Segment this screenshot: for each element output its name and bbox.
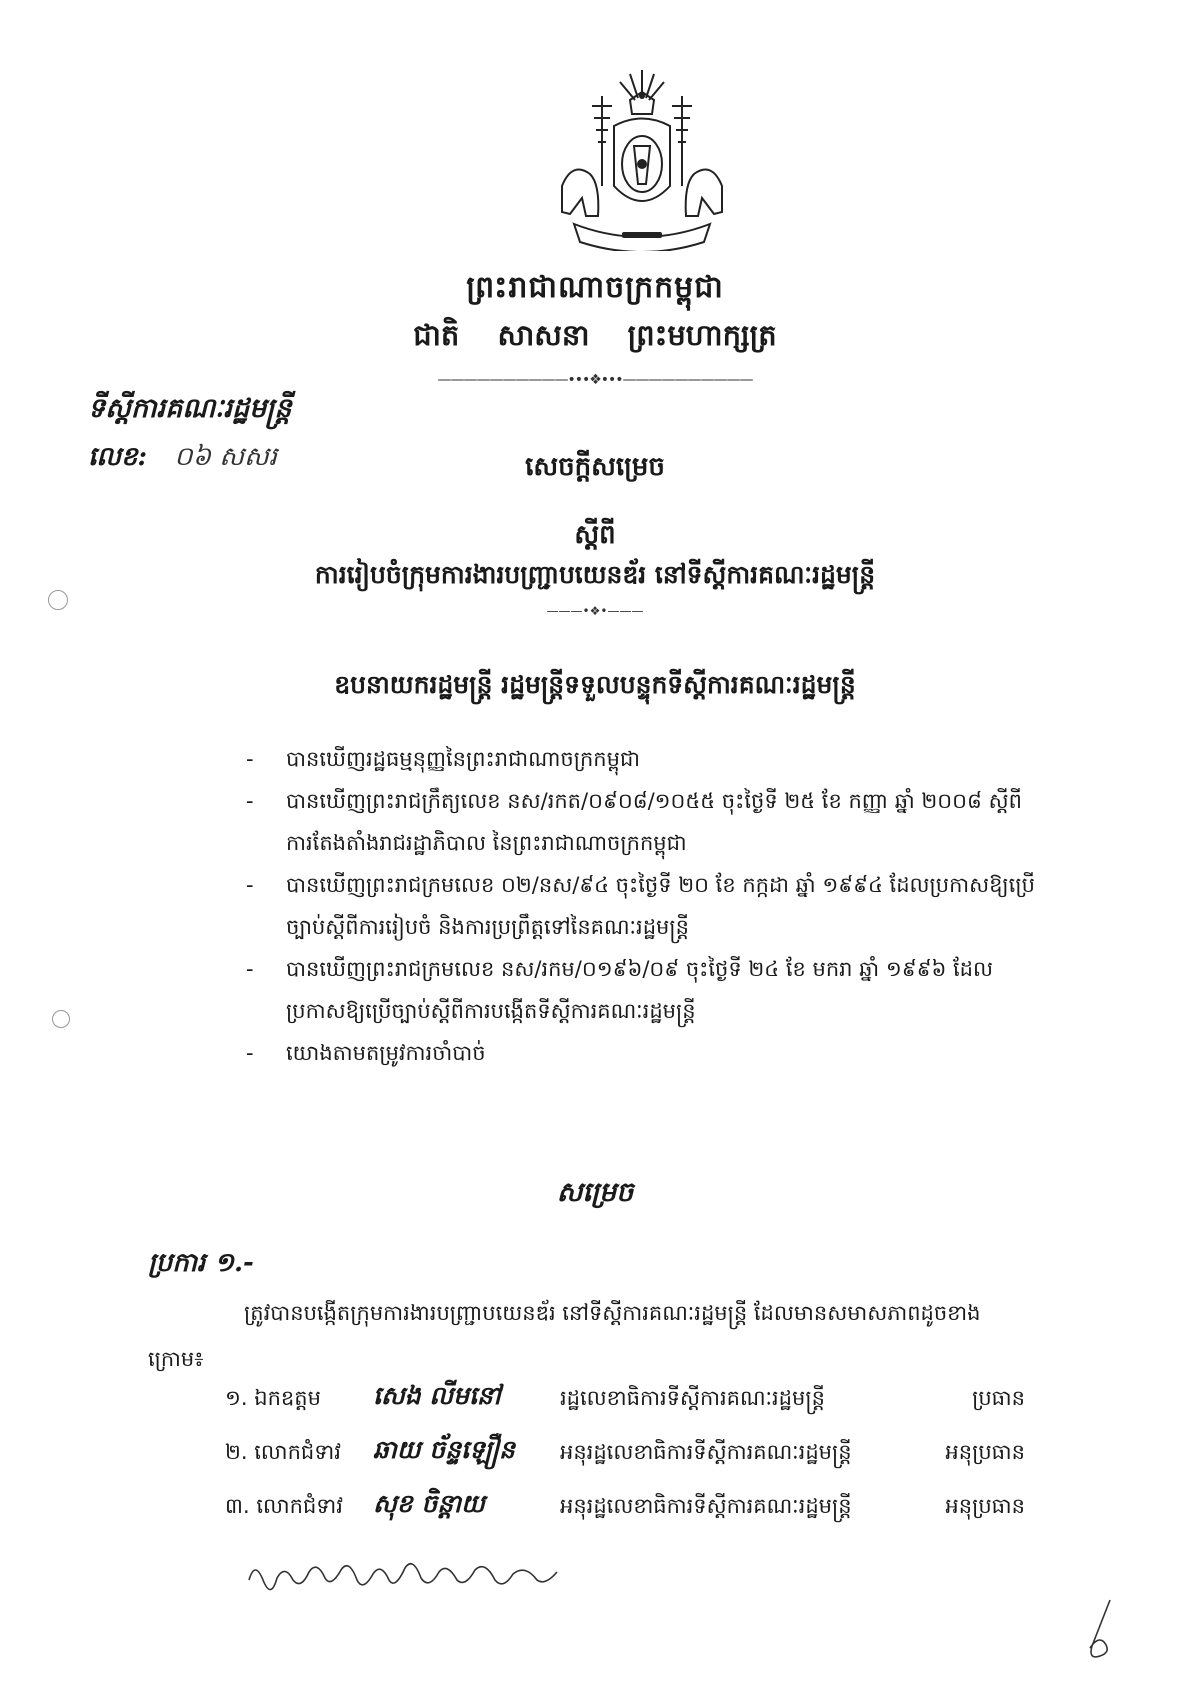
reference-value: ០៦ សសរ xyxy=(174,442,278,472)
list-dash: - xyxy=(246,747,254,771)
document-type: សេចក្តីសម្រេច xyxy=(525,452,665,482)
consideration-item: - បានឃើញព្រះរាជក្រឹត្យលេខ នស/រកត/០៩០៨/១០៥៥ ចុះថ្ងៃទី ២៥ ខែ កញ្ញា ឆ្នាំ ២០០៨ ស្តីពីការតែងតាំងរាជរដ្ឋាភិបាល នៃព្រះរាជាណាចក្រកម្ពុជា xyxy=(246,780,1046,864)
member-role: អនុប្រធាន xyxy=(945,1494,1025,1518)
member-role: ប្រធាន xyxy=(972,1386,1025,1410)
member-row xyxy=(225,1435,1025,1493)
header-ornament: ——————————•••❖•••—————————— xyxy=(437,372,753,388)
motto-king: ព្រះមហាក្សត្រ xyxy=(627,318,777,352)
member-rank: ៣. លោកជំទាវ xyxy=(225,1494,343,1518)
issuing-office: ទីស្តីការគណៈរដ្ឋមន្ត្រី xyxy=(88,393,292,424)
considerations-list xyxy=(246,738,1046,1074)
scan-artifact xyxy=(48,590,68,610)
member-name: សេង លីមនៅ xyxy=(373,1381,501,1410)
member-name: សុខ ចិន្ដាយ xyxy=(373,1489,485,1518)
member-row xyxy=(225,1489,1025,1547)
consideration-item: - បានឃើញព្រះរាជក្រមលេខ នស/រកម/០១៩៦/០៩ ចុះថ្ងៃទី ២៤ ខែ មករា ឆ្នាំ ១៩៩៦ ដែលប្រកាសឱ្យប្រើច្បាប់ស្តីពីការបង្កើតទីស្តីការគណៈរដ្ឋមន្ត្រី xyxy=(246,948,1046,1032)
document-subject: ការរៀបចំក្រុមការងារបញ្ជ្រាបយេនឌ័រ នៅទីស្តីការគណៈរដ្ឋមន្ត្រី xyxy=(314,560,876,589)
motto-nation: ជាតិ xyxy=(413,318,460,352)
handwritten-note xyxy=(245,1550,575,1604)
reference-label: លេខ: xyxy=(88,442,148,472)
scan-artifact xyxy=(52,1010,70,1028)
member-rank: ២. លោកជំទាវ xyxy=(225,1440,341,1464)
motto-religion: សាសនា xyxy=(497,318,590,352)
members-list xyxy=(225,1381,1025,1547)
member-position: អនុរដ្ឋលេខាធិការទីស្តីការគណៈរដ្ឋមន្ត្រី xyxy=(560,1494,852,1518)
royal-emblem xyxy=(552,66,732,251)
document-about: ស្តីពី xyxy=(574,520,616,550)
article-1-heading: ប្រការ ១.- xyxy=(148,1248,254,1278)
kingdom-title: ព្រះរាជាណាចក្រកម្ពុជា xyxy=(466,270,724,305)
member-name: ឆាយ ច័ន្ទឡឿន xyxy=(373,1435,515,1464)
pen-stroke-icon xyxy=(1070,1598,1120,1668)
list-dash: - xyxy=(246,957,254,981)
member-rank: ១. ឯកឧត្តម xyxy=(225,1386,321,1410)
member-position: អនុរដ្ឋលេខាធិការទីស្តីការគណៈរដ្ឋមន្ត្រី xyxy=(560,1440,852,1464)
royal-coat-of-arms-icon xyxy=(552,66,732,251)
member-position: រដ្ឋលេខាធិការទីស្តីការគណៈរដ្ឋមន្ត្រី xyxy=(560,1386,825,1410)
consideration-item: - យោងតាមតម្រូវការចាំបាច់ xyxy=(246,1032,1046,1074)
list-dash: - xyxy=(246,789,254,813)
decision-heading: សម្រេច xyxy=(556,1177,634,1208)
title-ornament: ———•❖•——— xyxy=(546,604,644,618)
list-dash: - xyxy=(246,1041,254,1065)
consideration-item: - បានឃើញព្រះរាជក្រមលេខ ០២/នស/៩៤ ចុះថ្ងៃទី ២០ ខែ កក្កដា ឆ្នាំ ១៩៩៤ ដែលប្រកាសឱ្យប្រើច្បាប់ស្តីពីការរៀបចំ និងការប្រព្រឹត្តទៅនៃគណៈរដ្ឋមន្ត្រី xyxy=(246,864,1046,948)
issuer-title: ឧបនាយករដ្ឋមន្ត្រី រដ្ឋមន្ត្រីទទួលបន្ទុកទីស្តីការគណៈរដ្ឋមន្ត្រី xyxy=(334,670,856,699)
handwriting-scribble-icon xyxy=(245,1550,575,1600)
consideration-item: - បានឃើញរដ្ឋធម្មនុញ្ញនៃព្រះរាជាណាចក្រកម្ពុជា xyxy=(246,738,1046,780)
article-1-text: ត្រូវបានបង្កើតក្រុមការងារបញ្ជ្រាបយេនឌ័រ នៅទីស្តីការគណៈរដ្ឋមន្ត្រី ដែលមានសមាសភាពដូចខាងក្រោម៖ xyxy=(148,1301,981,1371)
member-row xyxy=(225,1381,1025,1439)
list-dash: - xyxy=(246,873,254,897)
handwritten-mark xyxy=(1070,1598,1120,1672)
member-role: អនុប្រធាន xyxy=(945,1440,1025,1464)
national-motto xyxy=(0,318,1190,360)
